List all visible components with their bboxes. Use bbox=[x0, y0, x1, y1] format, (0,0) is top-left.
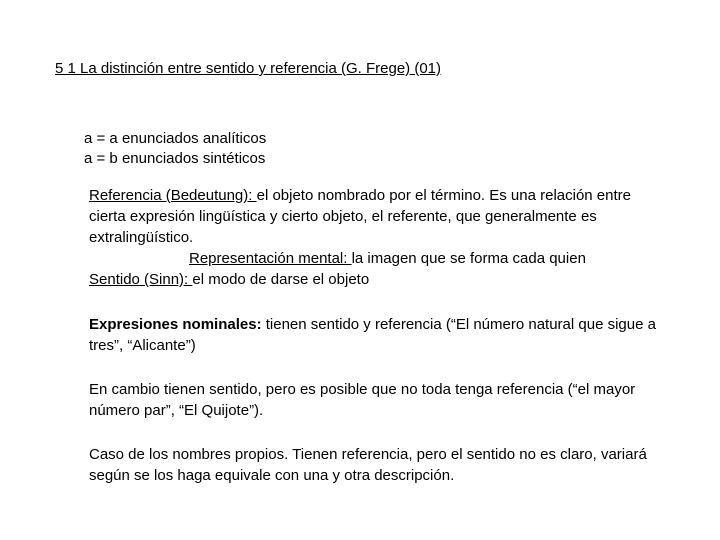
expresiones-term: Expresiones nominales: bbox=[89, 316, 262, 333]
referencia-definition bbox=[89, 185, 669, 248]
representacion-term: Representación mental: bbox=[189, 250, 352, 267]
expresiones-paragraph bbox=[89, 314, 669, 356]
equation-analytic: a = a enunciados analíticos bbox=[84, 130, 267, 147]
expresiones-text: tienen sentido y referencia (“El número natural que sigue a tres”, “Alicante”) bbox=[89, 316, 656, 354]
representacion-definition bbox=[89, 248, 669, 269]
definitions-paragraph bbox=[89, 185, 669, 290]
caso-paragraph: Caso de los nombres propios. Tienen referencia, pero el sentido no es claro, variará según se los haga equivale con una y otra descripción. bbox=[89, 446, 647, 484]
equation-synthetic: a = b enunciados sintéticos bbox=[84, 150, 266, 167]
sentido-definition bbox=[89, 269, 669, 290]
sentido-text: el modo de darse el objeto bbox=[192, 271, 370, 288]
equations-block bbox=[84, 129, 266, 169]
referencia-text: el objeto nombrado por el término. Es una relación entre cierta expresión lingüística y cierto objeto, el referente, que generalmente es extralingüístico. bbox=[89, 187, 631, 246]
referencia-term: Referencia (Bedeutung): bbox=[89, 187, 257, 204]
cambio-paragraph: En cambio tienen sentido, pero es posible que no toda tenga referencia (“el mayor número par”, “El Quijote”). bbox=[89, 381, 636, 419]
sentido-term: Sentido (Sinn): bbox=[89, 271, 193, 288]
representacion-text: la imagen que se forma cada quien bbox=[351, 250, 586, 267]
slide-title: 5 1 La distinción entre sentido y referencia (G. Frege) (01) bbox=[55, 60, 442, 77]
